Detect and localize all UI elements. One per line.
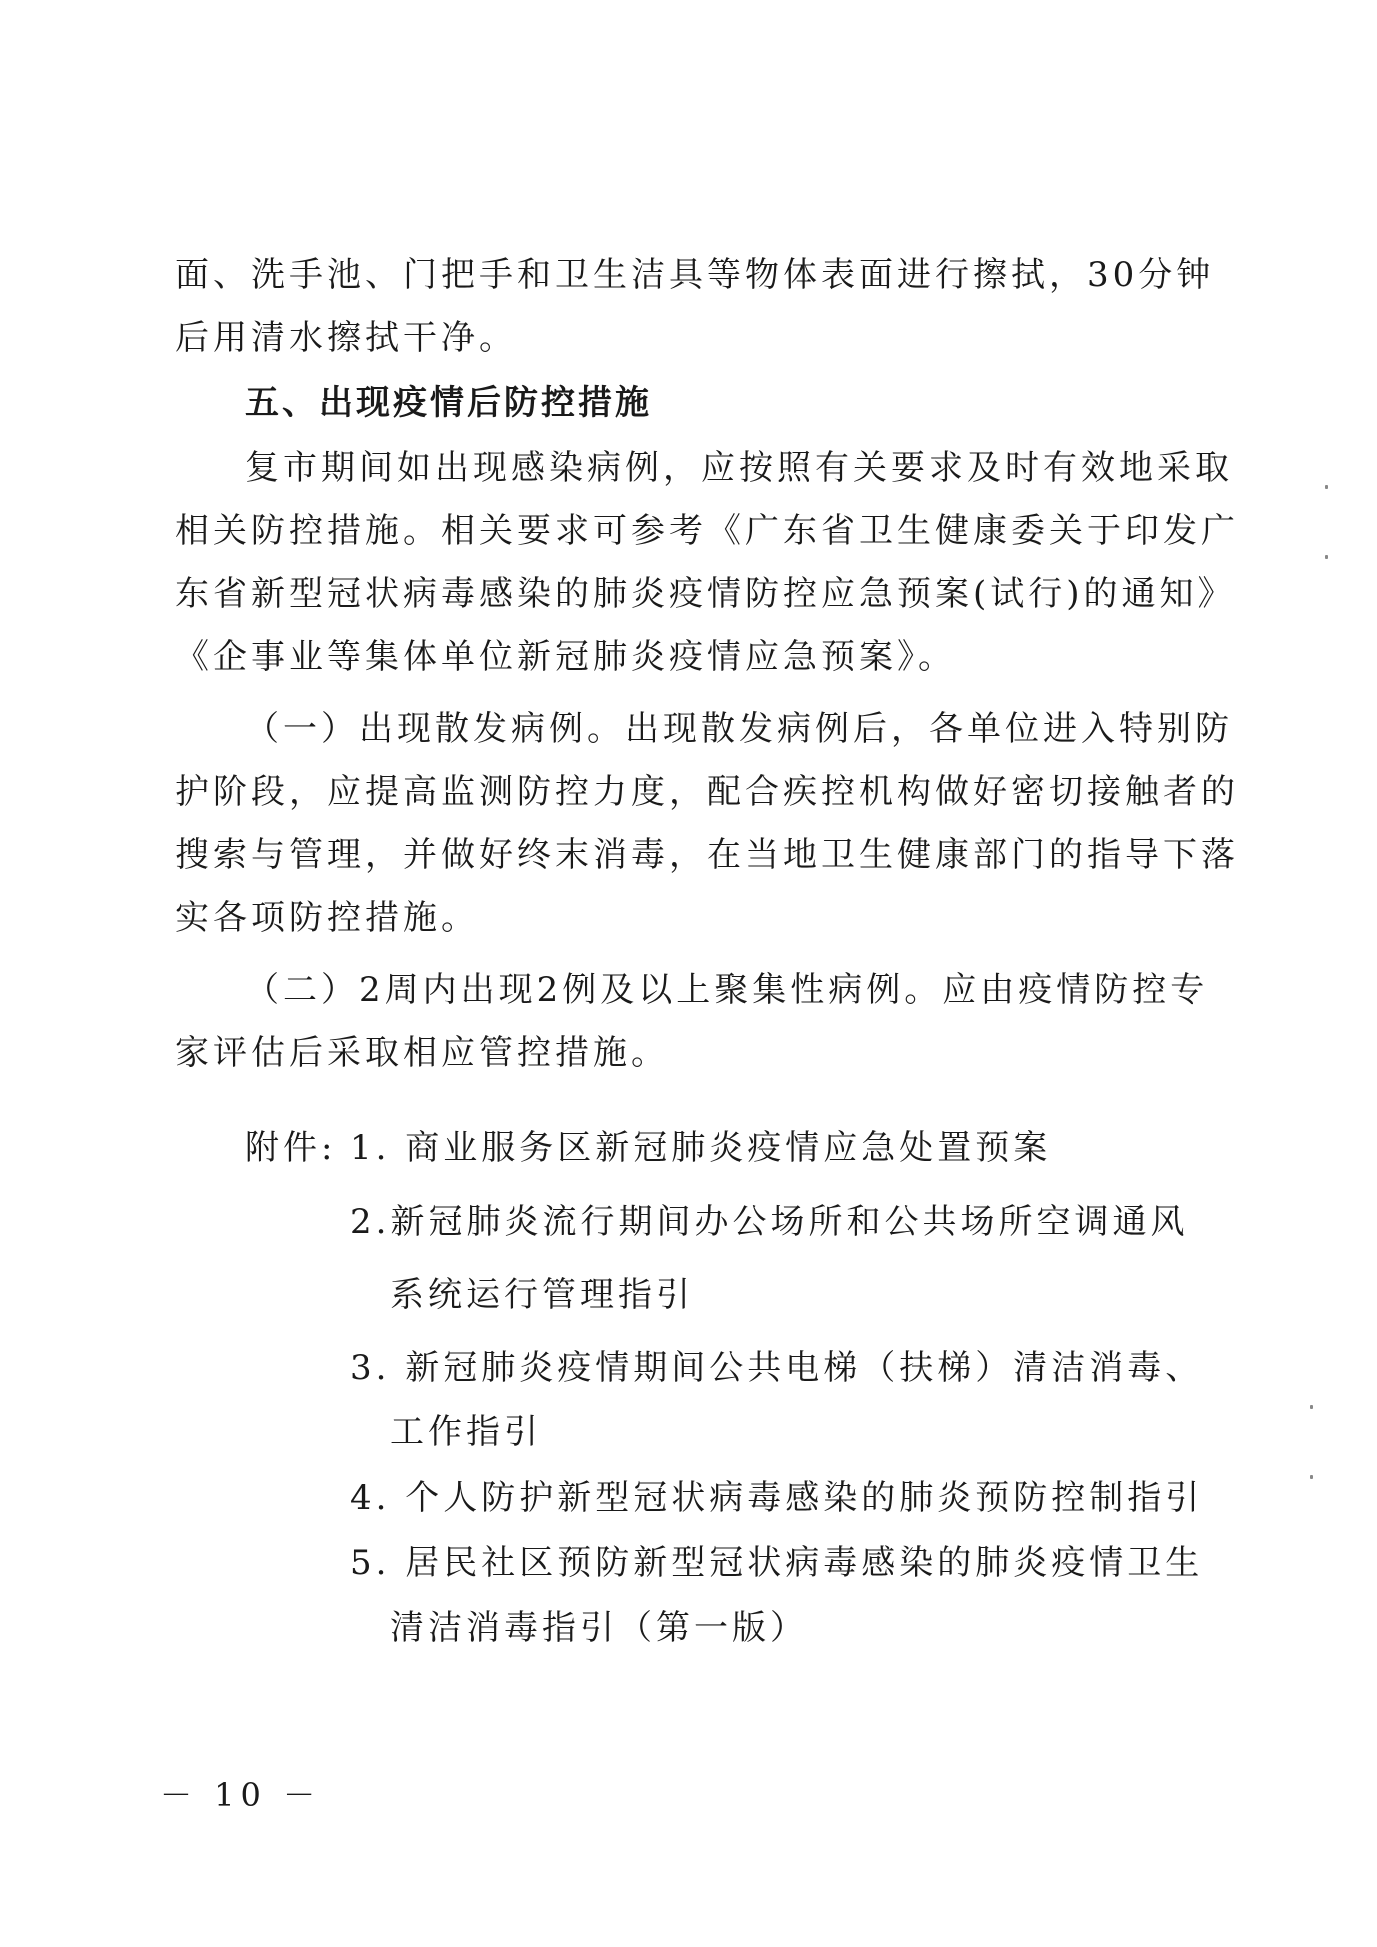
attachment-item: 3. 新冠肺炎疫情期间公共电梯（扶梯）清洁消毒、: [350, 1348, 1204, 1388]
attachment-item: 4. 个人防护新型冠状病毒感染的肺炎预防控制指引: [350, 1478, 1204, 1518]
body-text-line: 后用清水擦拭干净。: [175, 318, 517, 358]
section-heading: 五、出现疫情后防控措施: [245, 383, 652, 423]
paragraph-line: 实各项防控措施。: [175, 898, 479, 938]
paragraph-line: 搜索与管理，并做好终末消毒，在当地卫生健康部门的指导下落: [175, 835, 1239, 875]
attachment-item-continuation: 系统运行管理指引: [390, 1275, 694, 1315]
paragraph-line: 复市期间如出现感染病例，应按照有关要求及时有效地采取: [245, 448, 1233, 488]
attachment-item: 2.新冠肺炎流行期间办公场所和公共场所空调通风: [350, 1202, 1189, 1242]
attachment-item: 5. 居民社区预防新型冠状病毒感染的肺炎疫情卫生: [350, 1543, 1204, 1583]
paragraph-line: 家评估后采取相应管控措施。: [175, 1033, 669, 1073]
paragraph-line: （一）出现散发病例。出现散发病例后，各单位进入特别防: [245, 709, 1233, 749]
scan-speck: [1310, 1475, 1313, 1479]
paragraph-line: 相关防控措施。相关要求可参考《广东省卫生健康委关于印发广: [175, 511, 1239, 551]
attachment-item-continuation: 工作指引: [390, 1412, 542, 1452]
scan-speck: [1310, 1405, 1313, 1409]
paragraph-line: 东省新型冠状病毒感染的肺炎疫情防控应急预案(试行)的通知》: [175, 574, 1236, 614]
page-number: － 10 －: [160, 1776, 322, 1814]
paragraph-line: 护阶段，应提高监测防控力度，配合疾控机构做好密切接触者的: [175, 772, 1239, 812]
attachments-label: 附件:: [245, 1128, 337, 1168]
scan-speck: [1325, 555, 1328, 559]
attachment-item-continuation: 清洁消毒指引（第一版）: [390, 1608, 808, 1648]
body-text-line: 面、洗手池、门把手和卫生洁具等物体表面进行擦拭，30分钟: [175, 255, 1215, 295]
attachment-item: 1. 商业服务区新冠肺炎疫情应急处置预案: [350, 1128, 1052, 1168]
scan-speck: [1325, 485, 1328, 489]
paragraph-line: 《企事业等集体单位新冠肺炎疫情应急预案》。: [175, 637, 956, 677]
paragraph-line: （二）2周内出现2例及以上聚集性病例。应由疫情防控专: [245, 970, 1209, 1010]
